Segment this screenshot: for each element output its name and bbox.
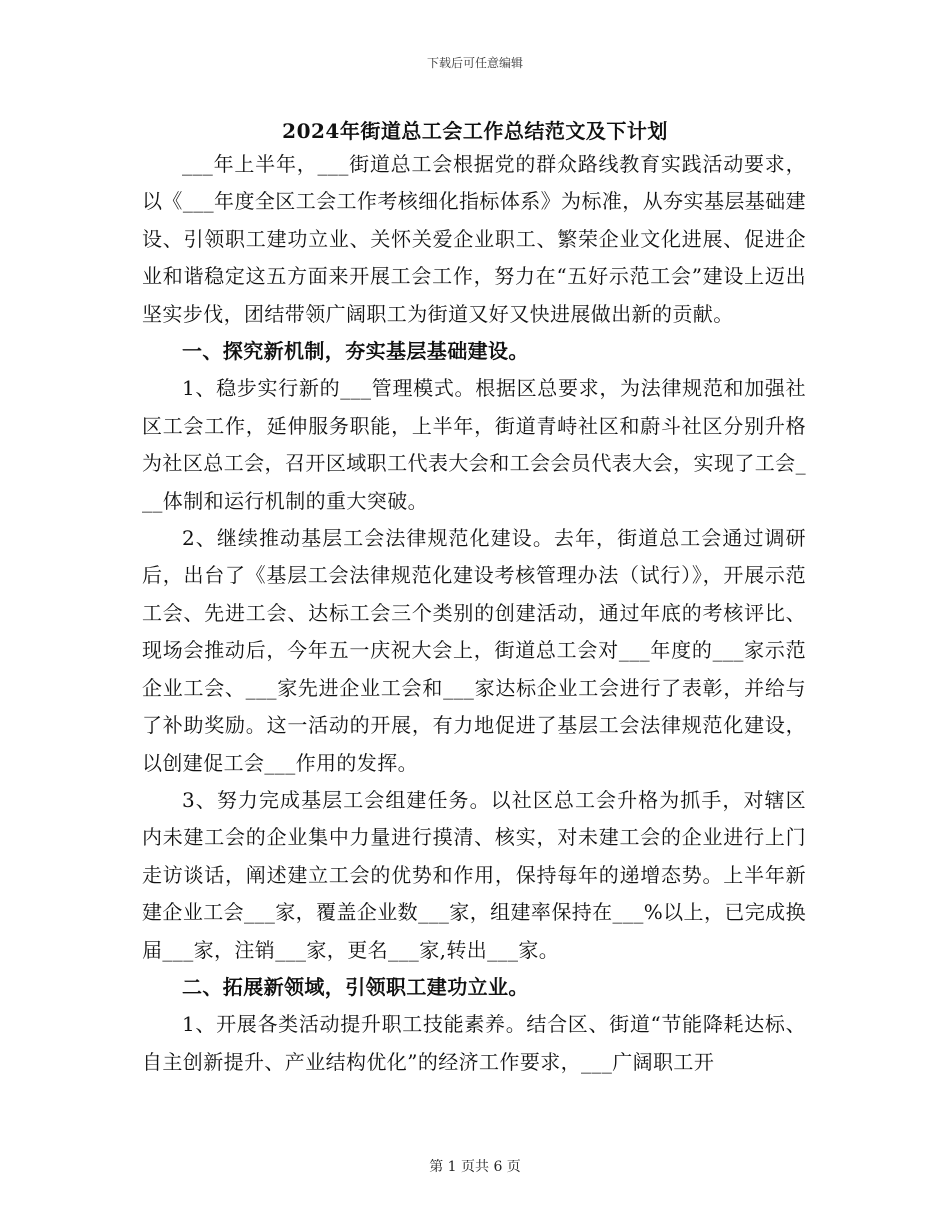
section-heading-2: 二、拓展新领域，引领职工建功立业。 xyxy=(182,974,529,999)
paragraph-2-1: 1、开展各类活动提升职工技能素养。结合区、街道“节能降耗达标、自主创新提升、产业结构优化”的经济工作要求，___广阔职工开 xyxy=(142,1012,806,1074)
section-heading-1: 一、探究新机制，夯实基层基础建设。 xyxy=(182,339,529,364)
document-title: 2024年街道总工会工作总结范文及下计划 xyxy=(282,119,668,143)
header-note: 下载后可任意编辑 xyxy=(426,56,523,70)
document-body xyxy=(142,146,806,1081)
paragraph-1-2: 2、继续推动基层工会法律规范化建设。去年，街道总工会通过调研后，出台了《基层工会法律规范化建设考核管理办法（试行）》，开展示范工会、先进工会、达标工会三个类别的创建活动，通过年底的考核评比、现场会推动后，今年五一庆祝大会上，街道总工会对___年度的___家示范企业工会、___家先进企业工会和___家达标企业工会进行了表彰，并给与了补助奖励。这一活动的开展，有力地促进了基层工会法律规范化建设，以创建促工会___作用的发挥。 xyxy=(142,526,806,775)
paragraph-intro: ___年上半年，___街道总工会根据党的群众路线教育实践活动要求，以《___年度全区工会工作考核细化指标体系》为标准，从夯实基层基础建设、引领职工建功立业、关怀关爱企业职工、繁荣企业文化进展、促进企业和谐稳定这五方面来开展工会工作，努力在“五好示范工会”建设上迈出坚实步伐，团结带领广阔职工为街道又好又快进展做出新的贡献。 xyxy=(142,152,806,326)
paragraph-1-3: 3、努力完成基层工会组建任务。以社区总工会升格为抓手，对辖区内未建工会的企业集中力量进行摸清、核实，对未建工会的企业进行上门走访谈话，阐述建立工会的优势和作用，保持每年的递增态势。上半年新建企业工会___家，覆盖企业数___家，组建率保持在___%以上，已完成换届___家，注销___家，更名___家,转出___家。 xyxy=(142,787,806,962)
paragraph-1-1: 1、稳步实行新的___管理模式。根据区总要求，为法律规范和加强社区工会工作，延伸服务职能，上半年，街道青峙社区和蔚斗社区分别升格为社区总工会，召开区域职工代表大会和工会会员代表大会，实现了工会___体制和运行机制的重大突破。 xyxy=(142,376,806,513)
page-footer: 第 1 页共 6 页 xyxy=(429,1159,521,1175)
